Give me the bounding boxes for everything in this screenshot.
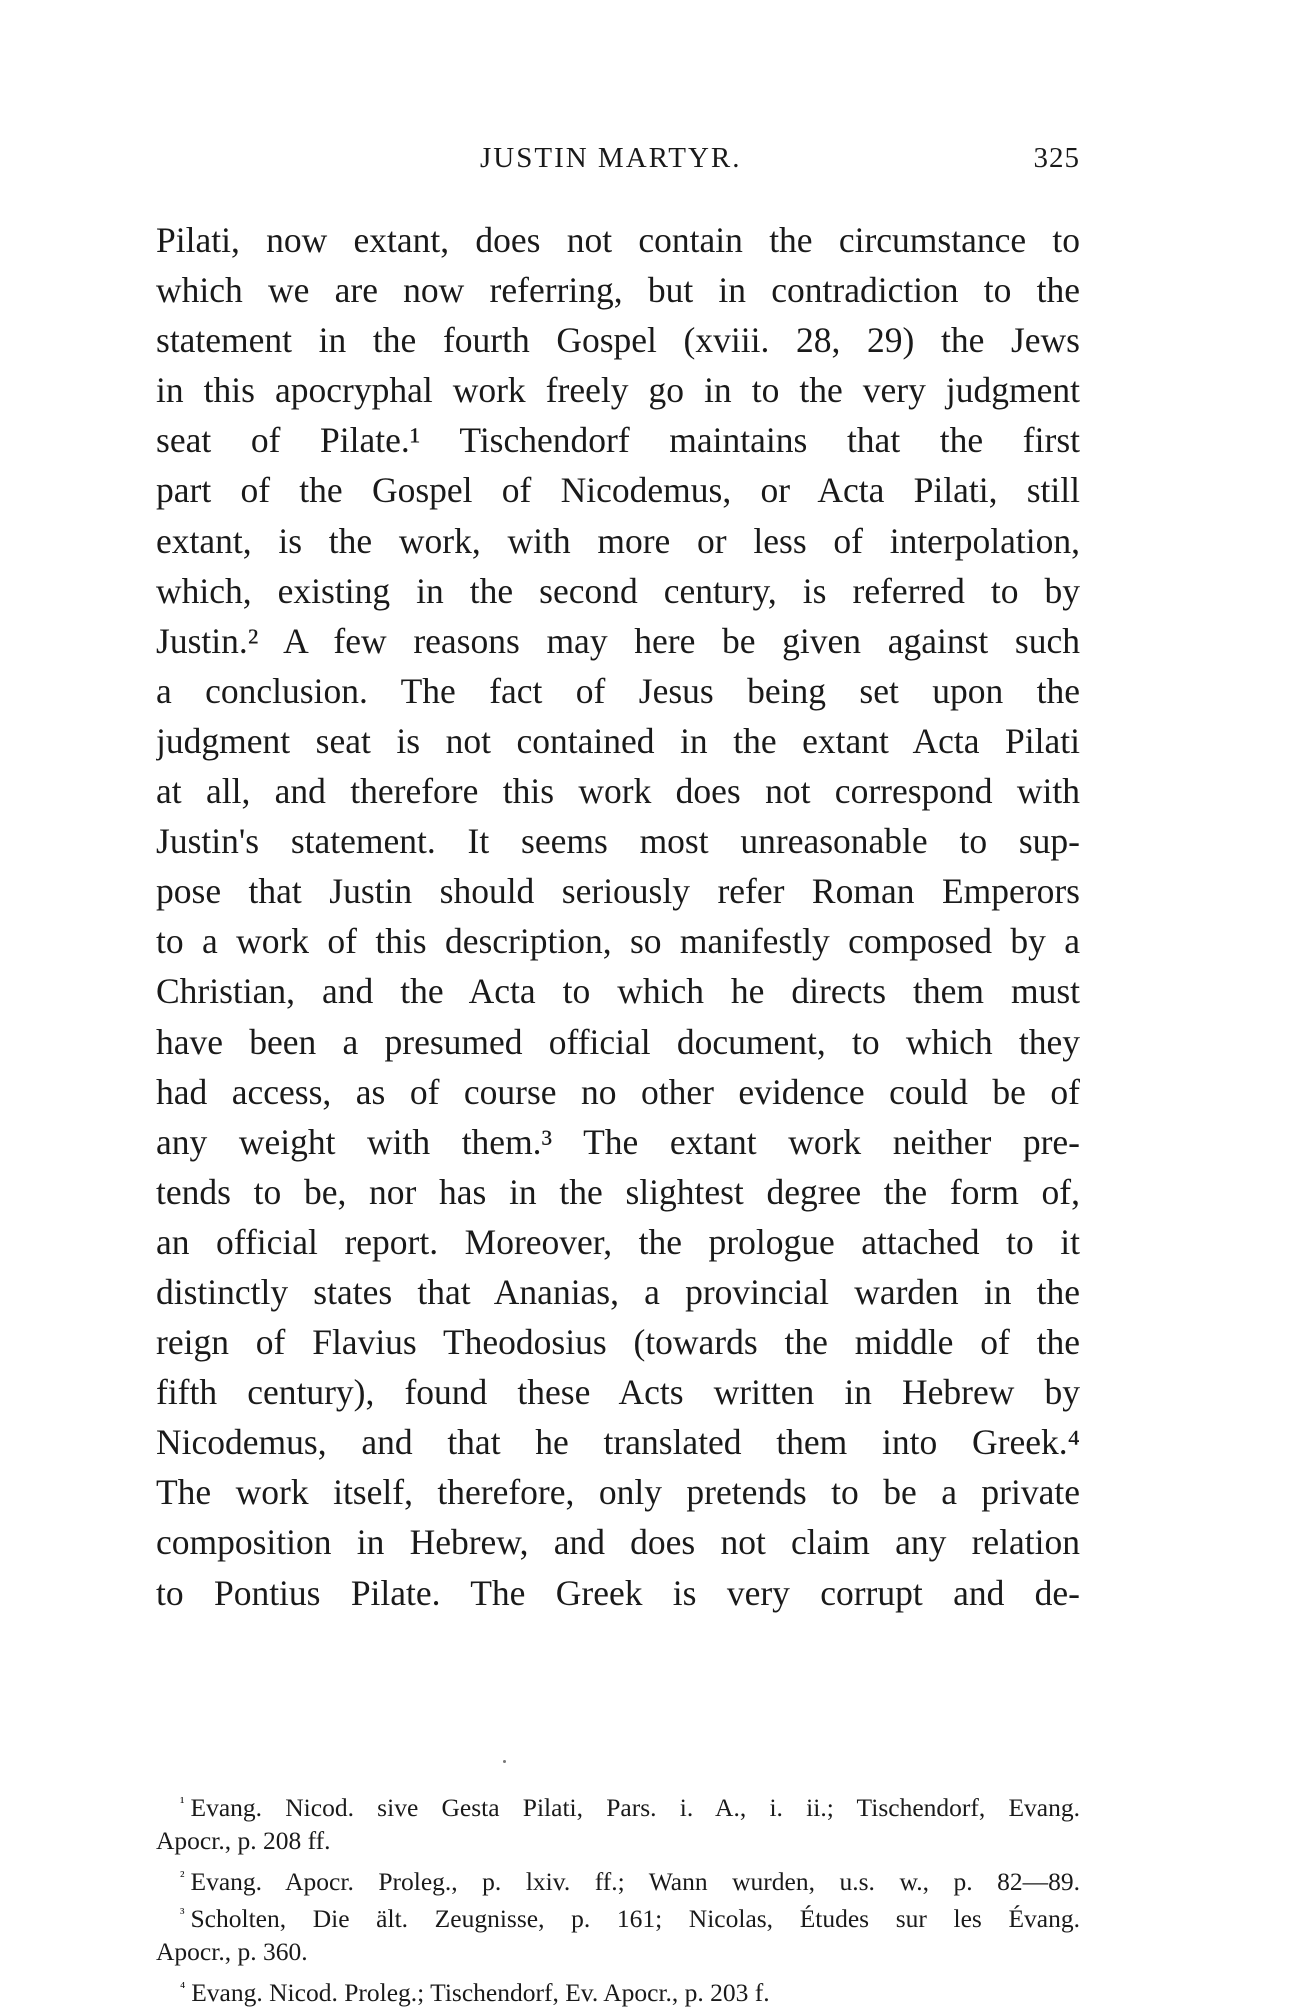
- body-line: which, existing in the second century, is referred to by: [156, 570, 1080, 611]
- footnote-text: Scholten, Die ält. Zeugnisse, p. 161; Nicolas, Études sur les Évang.: [190, 1904, 1080, 1933]
- footnote-mark: ²: [180, 1869, 185, 1885]
- body-line: a conclusion. The fact of Jesus being set upon the: [156, 670, 1080, 711]
- footnote-text: Evang. Nicod. Proleg.; Tischendorf, Ev. Apocr., p. 203 f.: [191, 1978, 770, 2007]
- body-line: to Pontius Pilate. The Greek is very corrupt and de-: [156, 1572, 1080, 1613]
- body-line: tends to be, nor has in the slightest degree the form of,: [156, 1171, 1080, 1212]
- body-line: Justin's statement. It seems most unreasonable to sup-: [156, 821, 1080, 862]
- body-line: composition in Hebrew, and does not claim any relation: [156, 1522, 1080, 1563]
- body-line: part of the Gospel of Nicodemus, or Acta Pilati, still: [156, 470, 1080, 511]
- body-line: Pilati, now extant, does not contain the circumstance to: [156, 220, 1080, 260]
- running-title: JUSTIN MARTYR.: [480, 142, 742, 174]
- body-line: which we are now referring, but in contradiction to the: [156, 270, 1080, 311]
- footnote-line: [156, 1970, 1080, 2007]
- page-number: 325: [1033, 142, 1080, 174]
- body-line: any weight with them.³ The extant work neither pre-: [156, 1121, 1080, 1162]
- footnote-text: Evang. Apocr. Proleg., p. lxiv. ff.; Wann wurden, u.s. w., p. 82—89.: [190, 1867, 1080, 1896]
- body-line: in this apocryphal work freely go in to the very judgment: [156, 370, 1080, 411]
- footnote-text: Apocr., p. 360.: [156, 1937, 308, 1966]
- body-line: seat of Pilate.¹ Tischendorf maintains that the first: [156, 420, 1080, 461]
- footnotes: [156, 1785, 1080, 2007]
- body-line: extant, is the work, with more or less of interpolation,: [156, 520, 1080, 561]
- footnote-line: [156, 1859, 1080, 1896]
- page-header: [160, 142, 1080, 182]
- body-line: Nicodemus, and that he translated them into Greek.⁴: [156, 1422, 1080, 1463]
- body-line: had access, as of course no other evidence could be of: [156, 1071, 1080, 1112]
- body-line: fifth century), found these Acts written in Hebrew by: [156, 1372, 1080, 1413]
- body-line: Justin.² A few reasons may here be given against such: [156, 620, 1080, 661]
- footnote-line: [156, 1896, 1080, 1933]
- body-line: at all, and therefore this work does not correspond with: [156, 771, 1080, 812]
- footnote-line: [156, 1785, 1080, 1822]
- body-line: The work itself, therefore, only pretends to be a private: [156, 1472, 1080, 1513]
- body-line: to a work of this description, so manifestly composed by a: [156, 921, 1080, 962]
- body-line: reign of Flavius Theodosius (towards the middle of the: [156, 1322, 1080, 1363]
- footnote-text: Apocr., p. 208 ff.: [156, 1826, 331, 1855]
- separator-dot: [503, 1760, 506, 1763]
- body-line: distinctly states that Ananias, a provincial warden in the: [156, 1271, 1080, 1312]
- footnote-mark: ³: [180, 1906, 185, 1922]
- body-text: [156, 215, 1080, 1618]
- body-line: statement in the fourth Gospel (xviii. 28, 29) the Jews: [156, 320, 1080, 361]
- body-line: judgment seat is not contained in the extant Acta Pilati: [156, 720, 1080, 761]
- body-line: Christian, and the Acta to which he directs them must: [156, 971, 1080, 1012]
- footnote-line: [156, 1933, 1080, 1970]
- body-line: have been a presumed official document, to which they: [156, 1021, 1080, 1062]
- footnote-mark: ¹: [180, 1795, 185, 1811]
- footnote-mark: ⁴: [180, 1980, 186, 1996]
- body-line: pose that Justin should seriously refer Roman Emperors: [156, 871, 1080, 912]
- footnote-text: Evang. Nicod. sive Gesta Pilati, Pars. i. A., i. ii.; Tischendorf, Evang.: [190, 1793, 1080, 1822]
- footnote-line: [156, 1822, 1080, 1859]
- body-line: an official report. Moreover, the prologue attached to it: [156, 1221, 1080, 1262]
